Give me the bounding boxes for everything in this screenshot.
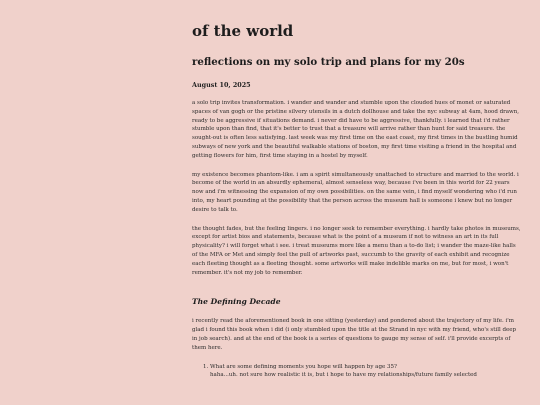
question-text: What are some defining moments you hope will happen by age 35? [210,363,397,370]
section-paragraph: i recently read the aforementioned book in one sitting (yesterday) and pondered about the trajectory of my life. i'm glad i found this book when i did (i only stumbled upon the title at the Strand in nyc with my friend, who's still deep in job search). and at the end of the book is a series of questions to gauge my sense of self. i'll provide excerpts of them here. [192,318,517,351]
question-item [210,363,522,381]
question-list [192,363,522,381]
section-heading: The Defining Decade [192,297,281,307]
post-date: August 10, 2025 [192,81,251,89]
post-paragraph: a solo trip invites transformation. i wander and wander and stumble upon the clouded hues of monet or saturated spaces of van gogh or the pristine silvery utensils in a dutch dollhouse and take the nyc subway at 4am, hood drawn, ready to be aggressive if situations demand. i never did have to be aggressive, thankfully. i learned that i'd rather stumble upon than find, that it's better to trust that a treasure will arrive rather than hunt for said treasure. the sought-out is often less satisfying. last week was my first time on the east coast, my first times in the bustling humid subways of new york and the beautiful walkable stations of boston, my first time visiting a friend in the hospital and getting flowers for him, first time staying in a hostel by myself. [192,100,520,159]
post-title[interactable]: reflections on my solo trip and plans for my 20s [192,56,465,68]
post-paragraph: the thought fades, but the feeling lingers. i no longer seek to remember everything. i hardly take photos in museums, except for artist bios and statements, because what is the point of a museum if not to witness an art in its full physicality? i will forget what i see. i treat museums more like a menu than a to-do list; i wander the maze-like halls of the MFA or Met and simply feel the pull of artworks past, succumb to the gravity of each exhibit and recognize each fleeting thought as a fleeting thought. some artworks will make indelible marks on me, but for most, i won't remember. it's not my job to remember. [192,225,521,276]
blog-page [192,22,522,380]
question-answer: haha...uh. not sure how realistic it is, but i hope to have my relationships/future family selected [210,372,477,379]
post-paragraph: my existence becomes phantom-like. i am a spirit simultaneously unattached to structure and married to the world. i become of the world in an absurdly ephemeral, almost senseless way, because i've been in this world for 22 years now and i'm witnessing the expansion of my own possibilities. on the same vein, i find myself wondering who i'd run into, my heart pounding at the possibility that the person across the museum hall is someone i knew but no longer desire to talk to. [192,171,519,213]
site-title[interactable]: of the world [192,22,294,40]
